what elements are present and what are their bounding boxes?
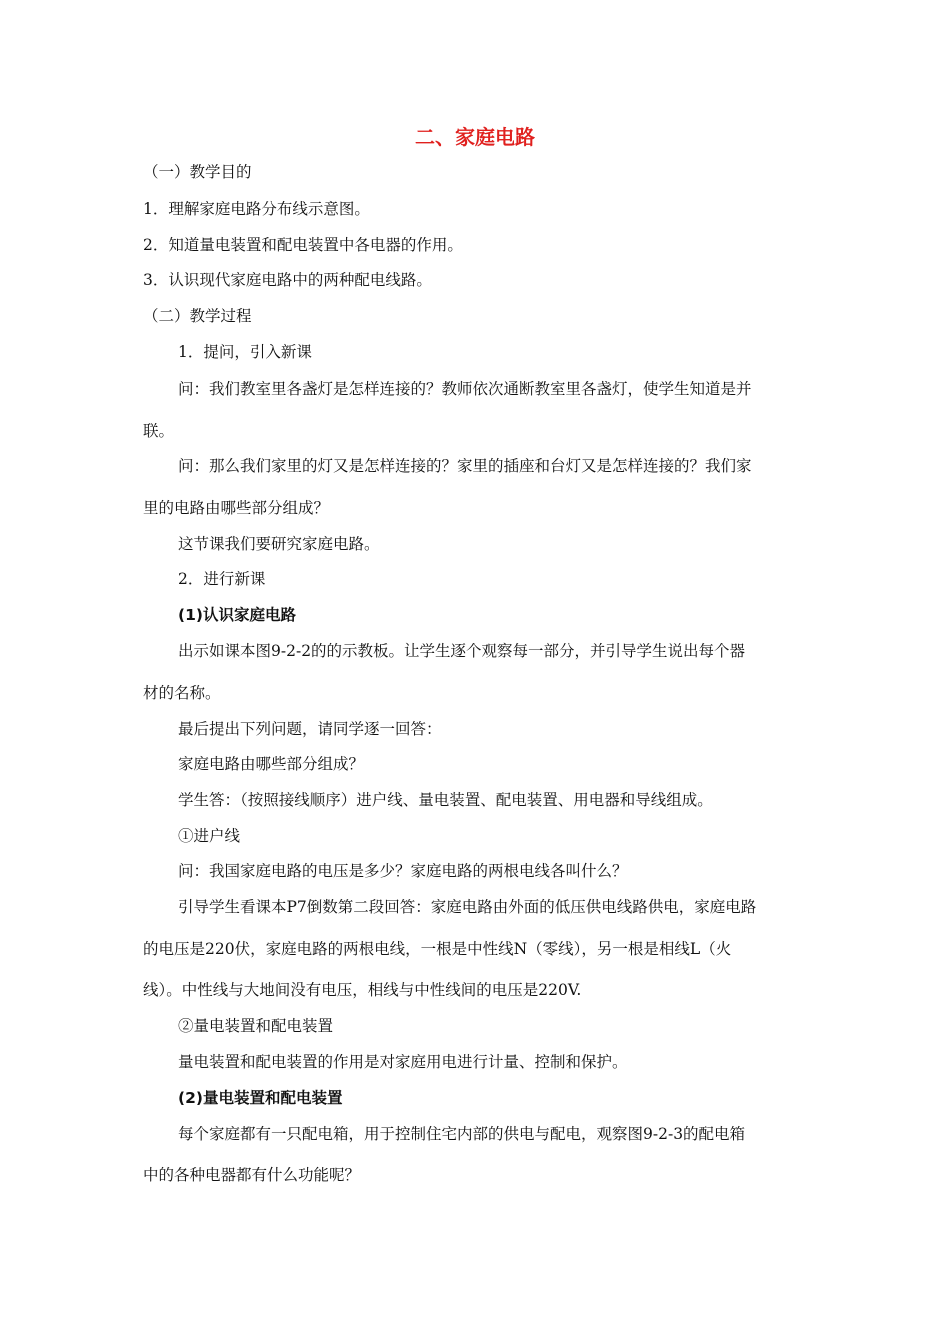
step-heading: 2．进行新课: [178, 570, 266, 588]
paragraph-line: 联。: [143, 422, 175, 440]
paragraph-line: 每个家庭都有一只配电箱，用于控制住宅内部的供电与配电，观察图9-2-3的配电箱: [178, 1125, 746, 1143]
objective-item: 2．知道量电装置和配电装置中各电器的作用。: [143, 236, 463, 254]
paragraph-line: 引导学生看课本P7倒数第二段回答：家庭电路由外面的低压供电线路供电，家庭电路: [178, 898, 757, 916]
paragraph-line: 家庭电路由哪些部分组成？: [178, 755, 365, 773]
subsection-heading: (2)量电装置和配电装置: [178, 1089, 343, 1107]
subsection-heading: (1)认识家庭电路: [178, 606, 296, 624]
paragraph-line: 的电压是220伏，家庭电路的两根电线，一根是中性线N（零线），另一根是相线L（火: [143, 940, 732, 958]
paragraph-line: 最后提出下列问题，请同学逐一回答：: [178, 720, 442, 738]
paragraph-line: 量电装置和配电装置的作用是对家庭用电进行计量、控制和保护。: [178, 1053, 628, 1071]
section-heading-process: （二）教学过程: [143, 307, 252, 325]
list-item-heading: ①进户线: [178, 827, 241, 845]
list-item-heading: ②量电装置和配电装置: [178, 1017, 334, 1035]
page-title: 二、家庭电路: [415, 125, 535, 149]
paragraph-line: 线）。中性线与大地间没有电压，相线与中性线间的电压是220V.: [143, 981, 582, 999]
paragraph-line: 材的名称。: [143, 684, 221, 702]
paragraph-line: 问：那么我们家里的灯又是怎样连接的？家里的插座和台灯又是怎样连接的？我们家: [178, 457, 752, 475]
paragraph-line: 问：我们教室里各盏灯是怎样连接的？教师依次通断教室里各盏灯，使学生知道是并: [178, 380, 752, 398]
paragraph-line: 中的各种电器都有什么功能呢？: [143, 1166, 361, 1184]
paragraph-line: 出示如课本图9-2-2的的示教板。让学生逐个观察每一部分，并引导学生说出每个器: [178, 642, 746, 660]
paragraph-line: 里的电路由哪些部分组成？: [143, 499, 330, 517]
objective-item: 1．理解家庭电路分布线示意图。: [143, 200, 370, 218]
paragraph-line: 问：我国家庭电路的电压是多少？家庭电路的两根电线各叫什么？: [178, 862, 628, 880]
paragraph-line: 这节课我们要研究家庭电路。: [178, 535, 380, 553]
objective-item: 3．认识现代家庭电路中的两种配电线路。: [143, 271, 432, 289]
section-heading-objectives: （一）教学目的: [143, 163, 252, 181]
paragraph-line: 学生答：（按照接线顺序）进户线、量电装置、配电装置、用电器和导线组成。: [178, 791, 713, 809]
step-heading: 1．提问，引入新课: [178, 343, 312, 361]
